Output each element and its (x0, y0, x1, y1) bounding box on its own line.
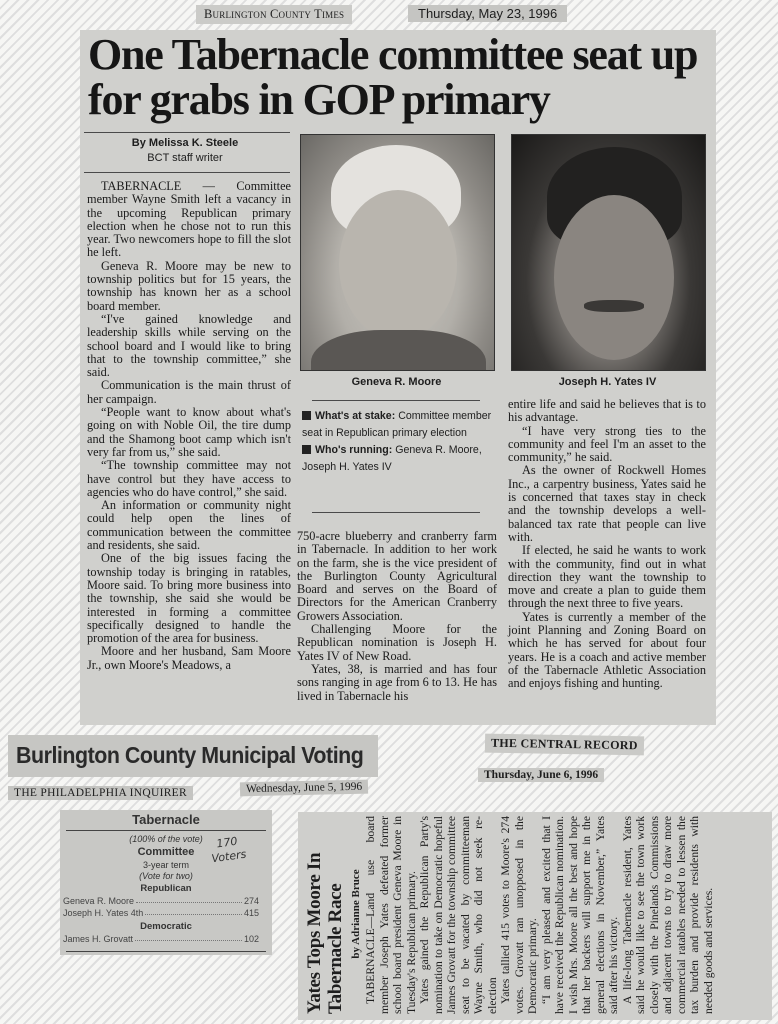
paragraph: TABERNACLE — Committee member Wayne Smith left a vacancy in the upcoming Republican primary election when he chose not to run this year. Two newcomers hope to fill the slot he left. (87, 179, 291, 260)
results-row (63, 896, 259, 906)
divider (66, 830, 266, 831)
rotated-article-content (298, 812, 772, 1020)
paragraph: Moore and her husband, Sam Moore Jr., own Moore's Meadows, a (87, 644, 291, 672)
results-town: Tabernacle (132, 812, 200, 827)
article-column-3 (508, 398, 706, 691)
info-box (302, 408, 492, 476)
publication-date-central-record: Thursday, June 6, 1996 (478, 768, 604, 782)
byline-title: BCT staff writer (147, 152, 223, 164)
paragraph: Challenging Moore for the Republican nomination is Joseph H. Yates IV of New Road. (297, 622, 497, 663)
paragraph: Geneva R. Moore may be new to township politics but for 15 years, the township has known her as a school board member. (87, 258, 291, 313)
candidate-name: Geneva R. Moore (63, 896, 135, 906)
results-row (63, 934, 259, 944)
main-article-clipping (80, 30, 716, 725)
divider (84, 172, 290, 173)
paragraph: 750-acre blueberry and cranberry farm in Tabernacle. In addition to her work on the farm, she is the vice president of the Burlington County Agricultural Board and serves on the Board of Directors for the American Cranberry Growers Association. (297, 529, 497, 623)
leader-dots (135, 934, 242, 941)
results-party-republican: Republican (140, 883, 192, 894)
paragraph: Yates, 38, is married and has four sons ranging in age from 6 to 13. He has lived in Tabernacle his (297, 661, 497, 703)
info-stake-text: Committee member seat in Republican primary election (302, 410, 492, 439)
photo-caption-moore: Geneva R. Moore (351, 376, 442, 388)
results-vote-for: (Vote for two) (139, 871, 193, 881)
central-record-body (364, 816, 764, 1014)
leader-dots (145, 908, 242, 915)
bullet-square-icon (302, 445, 311, 454)
paragraph: “I've gained knowledge and leadership skills while serving on the school board and I would like to bring that to the township committee,” she said. (87, 311, 291, 380)
central-record-byline: by Adrianne Bruce (350, 869, 362, 959)
paragraph: “I am very pleased and excited that I have received the Republican nomination. I wish Mrs. Moore all the best and hope that her backers will support me in the general elections in November,” Yates said after his victory. (539, 816, 620, 1014)
bullet-square-icon (302, 411, 311, 420)
paragraph: Yates tallied 415 votes to Moore's 274 votes. Grovatt ran unopposed in the Democratic primary. (499, 816, 539, 1014)
inquirer-headline: Burlington County Municipal Voting (16, 742, 364, 768)
photo-caption-yates: Joseph H. Yates IV (558, 376, 657, 388)
inquirer-title-clipping (8, 735, 378, 777)
divider (312, 512, 480, 513)
results-percent-reported: (100% of the vote) (129, 834, 203, 844)
paragraph: As the owner of Rockwell Homes Inc., a carpentry business, Yates said he is concerned that taxes stay in check and the township develops a well-balanced tax rate that people can live with. (508, 463, 706, 544)
results-party-democratic: Democratic (140, 921, 192, 932)
central-record-headline: Yates Tops Moore In Tabernacle Race (304, 852, 346, 1014)
candidate-name: Joseph H. Yates 4th (63, 908, 144, 918)
info-running-text: Geneva R. Moore, Joseph H. Yates IV (302, 444, 482, 473)
paragraph: A life-long Tabernacle resident, Yates said he would like to see the town work closely with the Pinelands Commissions and adjacent towns to try to draw more commercial ratables needed to lessen the tax burden and provide residents with needed goods and services. (620, 816, 715, 1014)
info-stake (302, 408, 492, 442)
paragraph: TABERNACLE—Land use board member Joseph Yates defeated former school board president Geneva Moore in Tuesday's Republican primary. (364, 816, 418, 1014)
info-stake-label: What's at stake: (315, 410, 396, 422)
handwritten-note: 170 Voters (210, 834, 248, 866)
article-column-2 (297, 530, 497, 703)
photo-geneva-moore (300, 134, 495, 371)
paragraph: An information or community night could help open the lines of communication between the committee and residents, she said. (87, 498, 291, 553)
divider (312, 400, 480, 401)
results-row (63, 908, 259, 918)
paragraph: Yates gained the Republican Party's nomination to take on Democratic hopeful James Grovatt for the township committee seat to be vacated by committeeman Wayne Smith, who did not seek re-election (418, 816, 499, 1014)
candidate-votes: 102 (243, 934, 259, 944)
candidate-votes: 415 (243, 908, 259, 918)
divider (84, 132, 290, 133)
article-headline: One Tabernacle committee seat up for grabs in GOP primary (88, 30, 698, 124)
paragraph: Yates is currently a member of the joint Planning and Zoning Board on which he has served for about four years. He is a coach and active member of the Tabernacle Athletic Association and enjoys fishing and hunting. (508, 609, 706, 691)
paragraph: “People want to know about what's going on with Noble Oil, the tire dump and the Shamong boot camp which isn't very far from us,” she said. (87, 405, 291, 459)
central-record-article-clipping (298, 812, 772, 1020)
newspaper-name-central-record: THE CENTRAL RECORD (485, 734, 644, 756)
publication-date-inquirer: Wednesday, June 5, 1996 (240, 780, 368, 797)
newspaper-name-burlington-county-times: Burlington County Times (196, 5, 352, 24)
paragraph: Communication is the main thrust of her campaign. (87, 378, 291, 406)
candidate-votes: 274 (243, 896, 259, 906)
photo-joseph-yates (511, 134, 706, 371)
leader-dots (136, 896, 242, 903)
election-results-table (60, 810, 272, 955)
shoulders-shape (311, 330, 486, 371)
info-running-label: Who's running: (315, 444, 393, 456)
paragraph: “The township committee may not have control but they have access to agencies who do have control,” she said. (87, 458, 291, 499)
candidate-name: James H. Grovatt (63, 934, 134, 944)
face-shape (554, 195, 674, 360)
results-office: Committee (137, 846, 195, 858)
paragraph: entire life and said he believes that is to his advantage. (508, 397, 706, 425)
paragraph: If elected, he said he wants to work with the community, find out in what direction they want the township to move and create a plan to guide them through the next three to five years. (508, 543, 706, 611)
results-term: 3-year term (142, 860, 189, 870)
divider (66, 951, 266, 952)
publication-date-bct: Thursday, May 23, 1996 (408, 5, 567, 22)
newspaper-name-philadelphia-inquirer: THE PHILADELPHIA INQUIRER (8, 786, 193, 800)
byline (80, 136, 290, 166)
face-shape (339, 190, 457, 340)
info-running (302, 442, 492, 476)
article-column-1 (87, 180, 291, 672)
byline-author: By Melissa K. Steele (131, 137, 239, 149)
paragraph: One of the big issues facing the township today is bringing in ratables, Moore said. To bring more business into the township, she said she would be interested in forming a committee specifically designed to handle the promotion of the area for business. (87, 551, 291, 646)
paragraph: “I have very strong ties to the community and feel I'm an asset to the community,” he said. (508, 423, 706, 465)
mustache-shape (584, 300, 644, 312)
